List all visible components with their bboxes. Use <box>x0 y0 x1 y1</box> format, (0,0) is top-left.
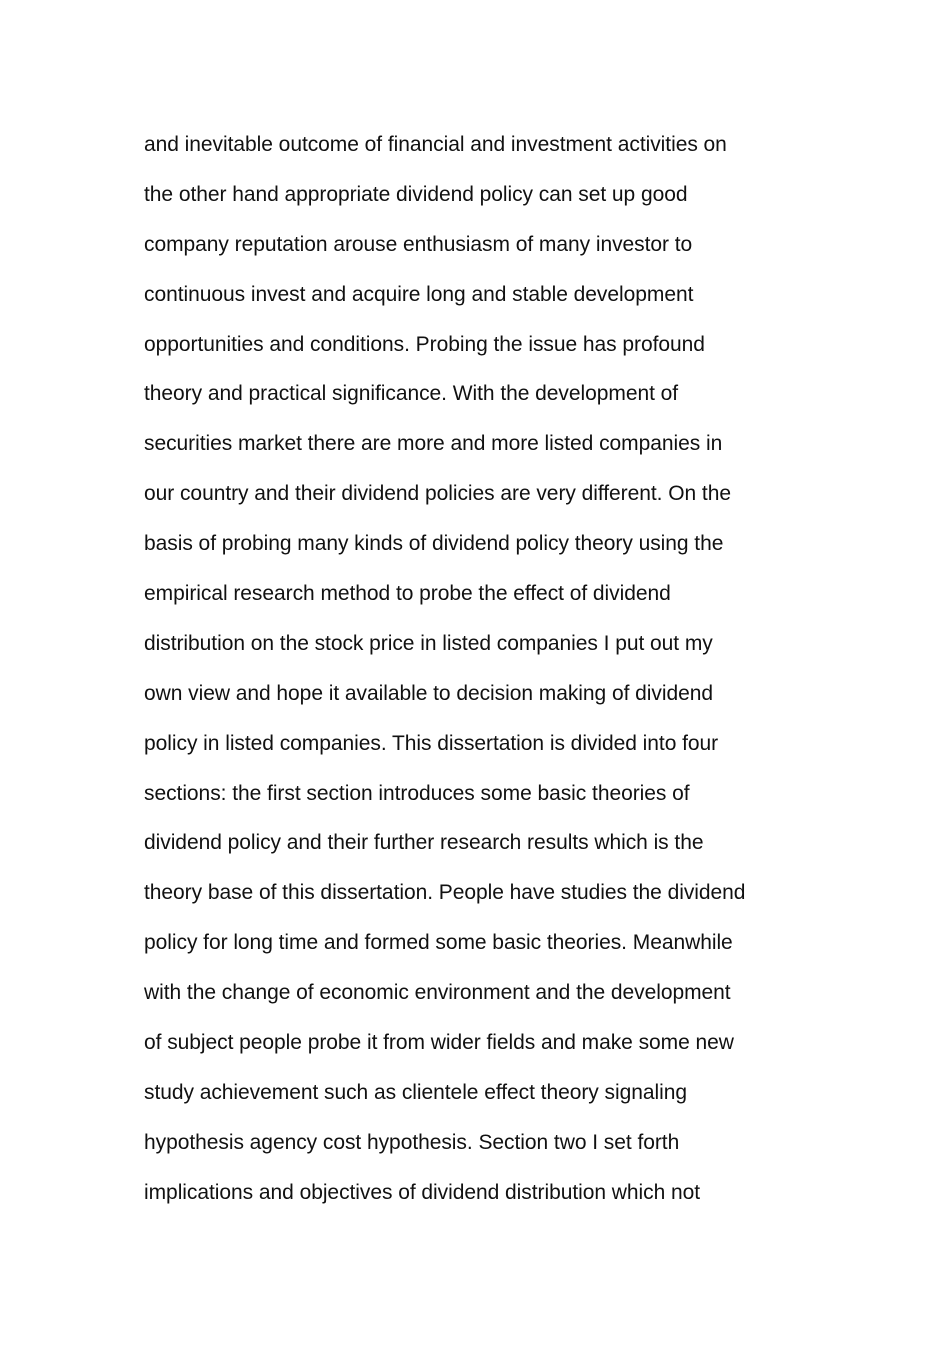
text-line: empirical research method to probe the effect of dividend <box>144 582 671 606</box>
text-line: and inevitable outcome of financial and investment activities on <box>144 133 727 156</box>
text-line: theory and practical significance. With the development of <box>144 382 679 406</box>
text-line: own view and hope it available to decision making of dividend <box>144 681 713 705</box>
text-line: policy for long time and formed some basic theories. Meanwhile <box>144 931 733 955</box>
text-line: of subject people probe it from wider fields and make some new <box>144 1031 734 1055</box>
body-text <box>144 120 824 1218</box>
text-line: basis of probing many kinds of dividend policy theory using the <box>144 532 724 556</box>
text-line: distribution on the stock price in listed companies I put out my <box>144 631 713 655</box>
text-line: theory base of this dissertation. People have studies the dividend <box>144 881 746 905</box>
text-line: sections: the first section introduces some basic theories of <box>144 781 690 805</box>
text-line: the other hand appropriate dividend policy can set up good <box>144 182 688 206</box>
text-line: study achievement such as clientele effect theory signaling <box>144 1080 687 1104</box>
text-line: securities market there are more and more listed companies in <box>144 432 723 456</box>
text-line: with the change of economic environment and the development <box>144 981 731 1005</box>
text-line: company reputation arouse enthusiasm of many investor to <box>144 232 693 256</box>
text-line: policy in listed companies. This dissertation is divided into four <box>144 731 719 755</box>
text-line: dividend policy and their further research results which is the <box>144 831 704 855</box>
text-line: hypothesis agency cost hypothesis. Section two I set forth <box>144 1130 680 1154</box>
text-line: implications and objectives of dividend distribution which not <box>144 1180 701 1204</box>
text-line: opportunities and conditions. Probing the issue has profound <box>144 332 705 356</box>
text-line: continuous invest and acquire long and stable development <box>144 282 694 306</box>
text-line: our country and their dividend policies are very different. On the <box>144 482 731 506</box>
